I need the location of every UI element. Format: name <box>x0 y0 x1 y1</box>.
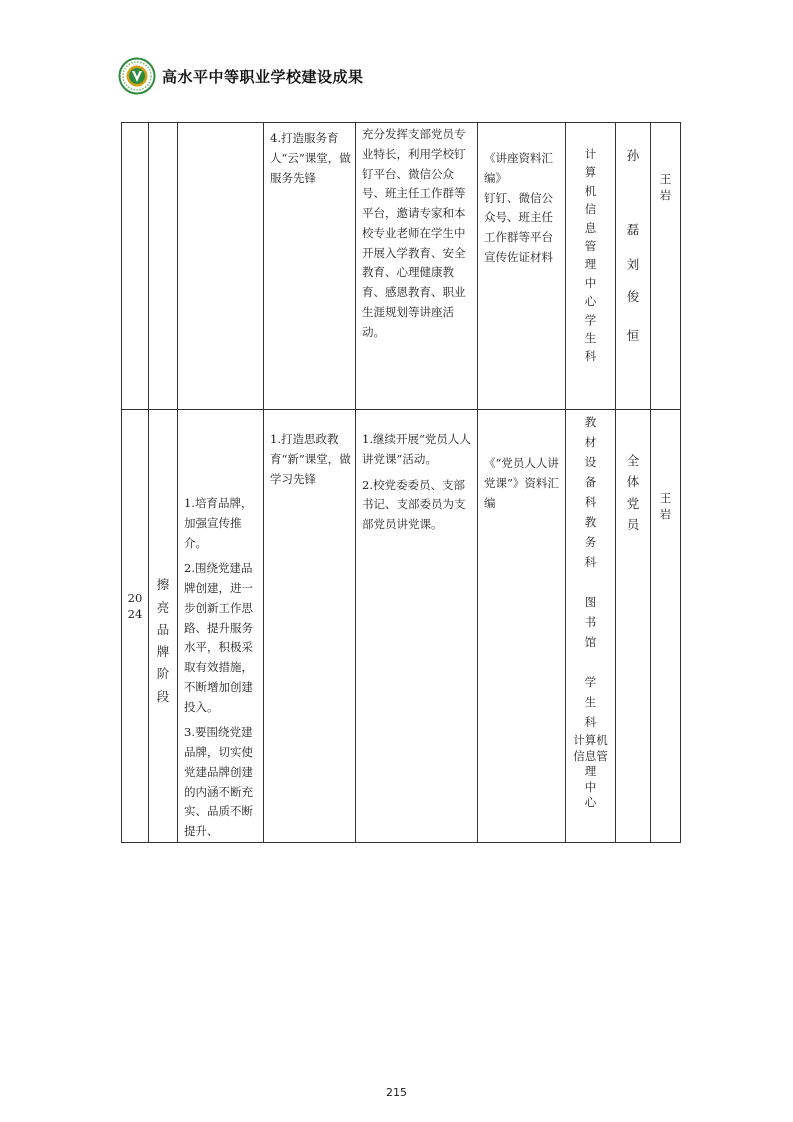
stage-cell: 擦 亮 品 牌 阶 段 <box>149 410 178 843</box>
measures-cell: 1.继续开展“党员人人讲党课”活动。 2.校党委委员、支部书记、支部委员为支部党员讲党课。 <box>356 410 478 843</box>
table-row <box>122 123 681 410</box>
person-cell: 全 体 党 员 <box>616 410 651 843</box>
task-cell: 4.打造服务育人“云”课堂，做服务先锋 <box>264 123 356 410</box>
department-cell: 教 材 设 备 科 教 务 科 图 书 馆 学 生 科 计算机 信息管 理 中 心 <box>566 410 616 843</box>
page-number: 215 <box>386 1086 407 1099</box>
page-header <box>118 56 364 96</box>
goals-cell <box>178 123 264 410</box>
school-emblem-icon <box>118 57 156 95</box>
page-title: 高水平中等职业学校建设成果 <box>162 67 364 86</box>
year-cell: 20 24 <box>122 410 149 843</box>
evidence-cell: 《“党员人人讲党课”》资料汇编 <box>478 410 566 843</box>
department-cell: 计 算 机 信 息 管 理 中 心 学 生 科 <box>566 123 616 410</box>
stage-cell <box>149 123 178 410</box>
task-cell: 1.打造思政教育“新”课堂，做学习先锋 <box>264 410 356 843</box>
measures-cell: 充分发挥支部党员专业特长，利用学校钉钉平台、微信公众号、班主任工作群等平台，邀请专家和本校专业老师在学生中开展入学教育、安全教育、心理健康教育、感恩教育、职业生涯规划等讲座活动。 <box>356 123 478 410</box>
table-row <box>122 410 681 843</box>
plan-table <box>121 122 681 843</box>
person-cell: 孙 磊 刘 俊 恒 <box>616 123 651 410</box>
leader-cell: 王 岩 <box>651 410 681 843</box>
year-cell <box>122 123 149 410</box>
evidence-cell: 《讲座资料汇编》 钉钉、微信公众号、班主任工作群等平台宣传佐证材料 <box>478 123 566 410</box>
goals-cell: 1.培育品牌，加强宣传推介。 2.围绕党建品牌创建，进一步创新工作思路、提升服务水平，积极采取有效措施，不断增加创建投入。 3.要围绕党建品牌，切实使党建品牌创建的内涵不断充实、品质不断提升、 <box>178 410 264 843</box>
leader-cell: 王 岩 <box>651 123 681 410</box>
